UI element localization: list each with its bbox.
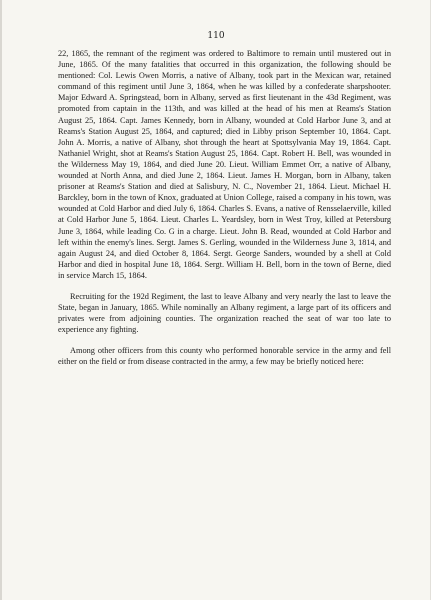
paragraph-192d-regiment: Recruiting for the 192d Regiment, the last to leave Albany and very nearly the last to leave the State, began in January, 1865. While nominally an Albany regiment, a large part of its officers and privates were from adjoining counties. The organization reached the seat of war too late to experience any fighting. [58, 291, 391, 335]
paragraph-casualties: 22, 1865, the remnant of the regiment was ordered to Baltimore to remain until mustered out in June, 1865. Of the many fatalities that occurred in this organization, the following should be mentioned: Col. Lewis Owen Morris, a native of Albany, took part in the Mexican war, retained command of this regiment until June 3, 1864, when he was killed by a confederate sharpshooter. Major Edward A. Springstead, born in Albany, served as first lieutenant in the 43d Regiment, was promoted from captain in the 113th, and was killed at the head of his men at Reams's Station August 25, 1864. Capt. James Kennedy, born in Albany, wounded at Cold Harbor June 3, and at Reams's Station August 25, 1864, and captured; died in Libby prison September 10, 1864. Capt. John A. Morris, a native of Albany, shot through the heart at Spottsylvania May 19, 1864. Capt. Nathaniel Wright, shot at Reams's Station August 25, 1864. Capt. Robert H. Bell, was wounded in the Wilderness May 19, 1864, and died June 20. Lieut. William Emmet Orr, a native of Albany, wounded at North Anna, and died June 2, 1864. Lieut. James H. Morgan, born in Albany, taken prisoner at Reams's Station and died at Salisbury, N. C., November 21, 1864. Lieut. Michael H. Barckley, born in the town of Knox, graduated at Union College, raised a company in his town, was wounded at Cold Harbor and died July 6, 1864. Charles S. Evans, a native of Rensselaerville, killed at Cold Harbor June 5, 1864. Lieut. Charles L. Yeardsley, born in West Troy, killed at Petersburg June 3, 1864, while leading Co. G in a charge. Lieut. John B. Read, wounded at Cold Harbor and left within the enemy's lines. Sergt. James S. Gerling, wounded in the Wilderness June 3, 1814, and again August 24, and died October 8, 1864. Sergt. George Sanders, wounded by a shell at Cold Harbor and died in hospital June 18, 1864. Sergt. William H. Bell, born in the town of Berne, died in service March 15, 1864. [58, 49, 391, 280]
paragraph-other-officers: Among other officers from this county who performed honorable service in the army and fell either on the field or from disease contracted in the army, a few may be briefly noticed here: [58, 346, 391, 367]
body-text [58, 48, 391, 368]
page-number: 110 [207, 31, 225, 41]
